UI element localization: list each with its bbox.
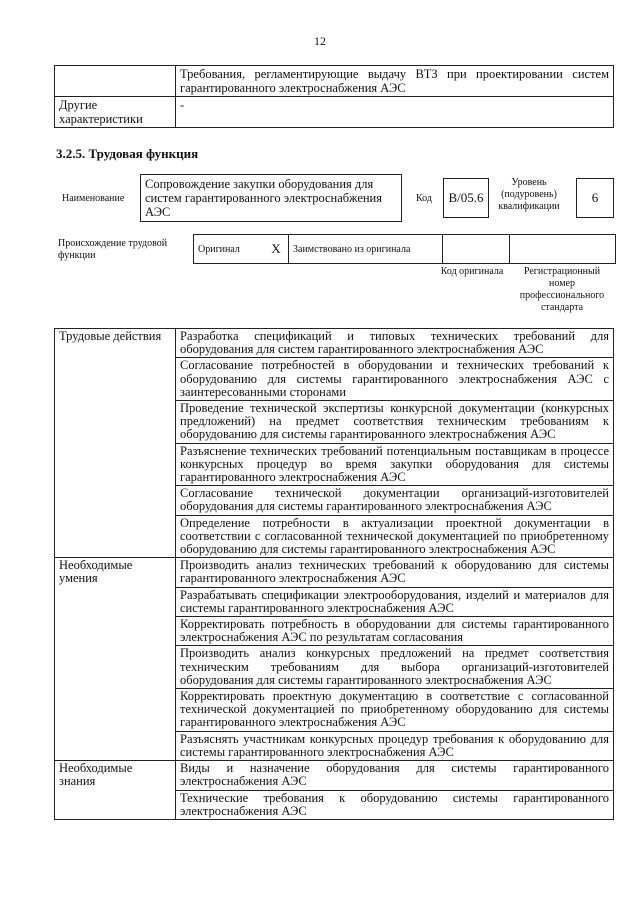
table-row [194, 235, 616, 264]
original-label: Оригинал [194, 235, 265, 264]
group-label: Необходимые знания [55, 761, 176, 820]
borrowed-label: Заимствовано из оригинала [289, 235, 443, 264]
table-cell: Разъяснять участникам конкурсных процедур требования к оборудованию для системы гарантированного электроснабжения АЭС [176, 731, 614, 760]
table-cell-value: Требования, регламентирующие выдачу ВТЗ при проектировании систем гарантированного электроснабжения АЭС [176, 66, 614, 97]
group-label: Трудовые действия [55, 329, 176, 558]
table-cell: Согласование технической документации организаций-изготовителей оборудования для системы гарантированного электроснабжения АЭС [176, 486, 614, 515]
code-box [443, 178, 489, 218]
table-cell: Виды и назначение оборудования для системы гарантированного электроснабжения АЭС [176, 761, 614, 790]
level-label: Уровень (подуровень) квалификации [498, 177, 560, 212]
table-cell-label: Другие характеристики [55, 97, 176, 128]
group-label: Необходимые умения [55, 558, 176, 761]
section-heading: 3.2.5. Трудовая функция [56, 146, 199, 161]
table-cell: Производить анализ технических требований к оборудованию для системы гарантированного электроснабжения АЭС [176, 558, 614, 587]
table-cell-value: - [176, 97, 614, 128]
table-row [55, 329, 614, 358]
table-row [55, 66, 614, 97]
page-number: 12 [314, 34, 326, 48]
table-cell: Разъяснение технических требований потенциальным поставщикам в процессе конкурсных процедур во время закупки оборудования для системы гарантированного электроснабжения АЭС [176, 443, 614, 486]
table-cell: Определение потребности в актуализации проектной документации в соответствии с согласованной технической документацией по приобретенному оборудованию для системы гарантированного электроснабжения АЭС [176, 515, 614, 558]
origin-table [193, 234, 616, 264]
level-box [576, 178, 614, 218]
table-cell: Согласование потребностей в оборудовании и технических требований к оборудованию для системы гарантированного электроснабжения АЭС с заинтересованными сторонами [176, 358, 614, 401]
table-row [55, 97, 614, 128]
name-label: Наименование [62, 193, 125, 204]
table-cell: Технические требования к оборудованию системы гарантированного электроснабжения АЭС [176, 790, 614, 819]
table-row [55, 761, 614, 790]
origin-label: Происхождение трудовой функции [58, 238, 168, 261]
table-cell: Корректировать потребность в оборудовании для системы гарантированного электроснабжения АЭС по результатам согласования [176, 617, 614, 646]
table-cell-label [55, 66, 176, 97]
reg-number-cell [510, 235, 616, 264]
table-cell: Проведение технической экспертизы конкурсной документации (конкурсных предложений) на предмет соответствия техническим требованиям к оборудованию для системы гарантированного электроснабжения АЭС [176, 401, 614, 444]
code-original-cell [443, 235, 510, 264]
main-table [54, 328, 614, 820]
level-value: 6 [591, 190, 599, 205]
table-cell: Корректировать проектную документацию в соответствие с согласованной технической документацией по приобретенному оборудованию для системы гарантированного электроснабжения АЭС [176, 689, 614, 732]
reg-caption: Регистрационный номер профессионального стандарта [519, 266, 605, 313]
code-label: Код [416, 193, 432, 204]
code-value: B/05.6 [448, 190, 484, 205]
table-cell: Производить анализ конкурсных предложений на предмет соответствия техническим требованиям для выбора организаций-изготовителей оборудования для системы гарантированного электроснабжения АЭС [176, 646, 614, 689]
table-cell: Разработка спецификаций и типовых технических требований для оборудования для систем гарантированного электроснабжения АЭС [176, 329, 614, 358]
function-name: Сопровождение закупки оборудования для систем гарантированного электроснабжения АЭС [145, 177, 382, 219]
code-caption: Код оригинала [440, 266, 504, 277]
top-table [54, 65, 614, 128]
table-row [55, 558, 614, 587]
original-mark: X [264, 235, 289, 264]
function-name-box [140, 174, 402, 222]
table-cell: Разрабатывать спецификации электрооборудования, изделий и материалов для системы гарантированного электроснабжения АЭС [176, 587, 614, 616]
